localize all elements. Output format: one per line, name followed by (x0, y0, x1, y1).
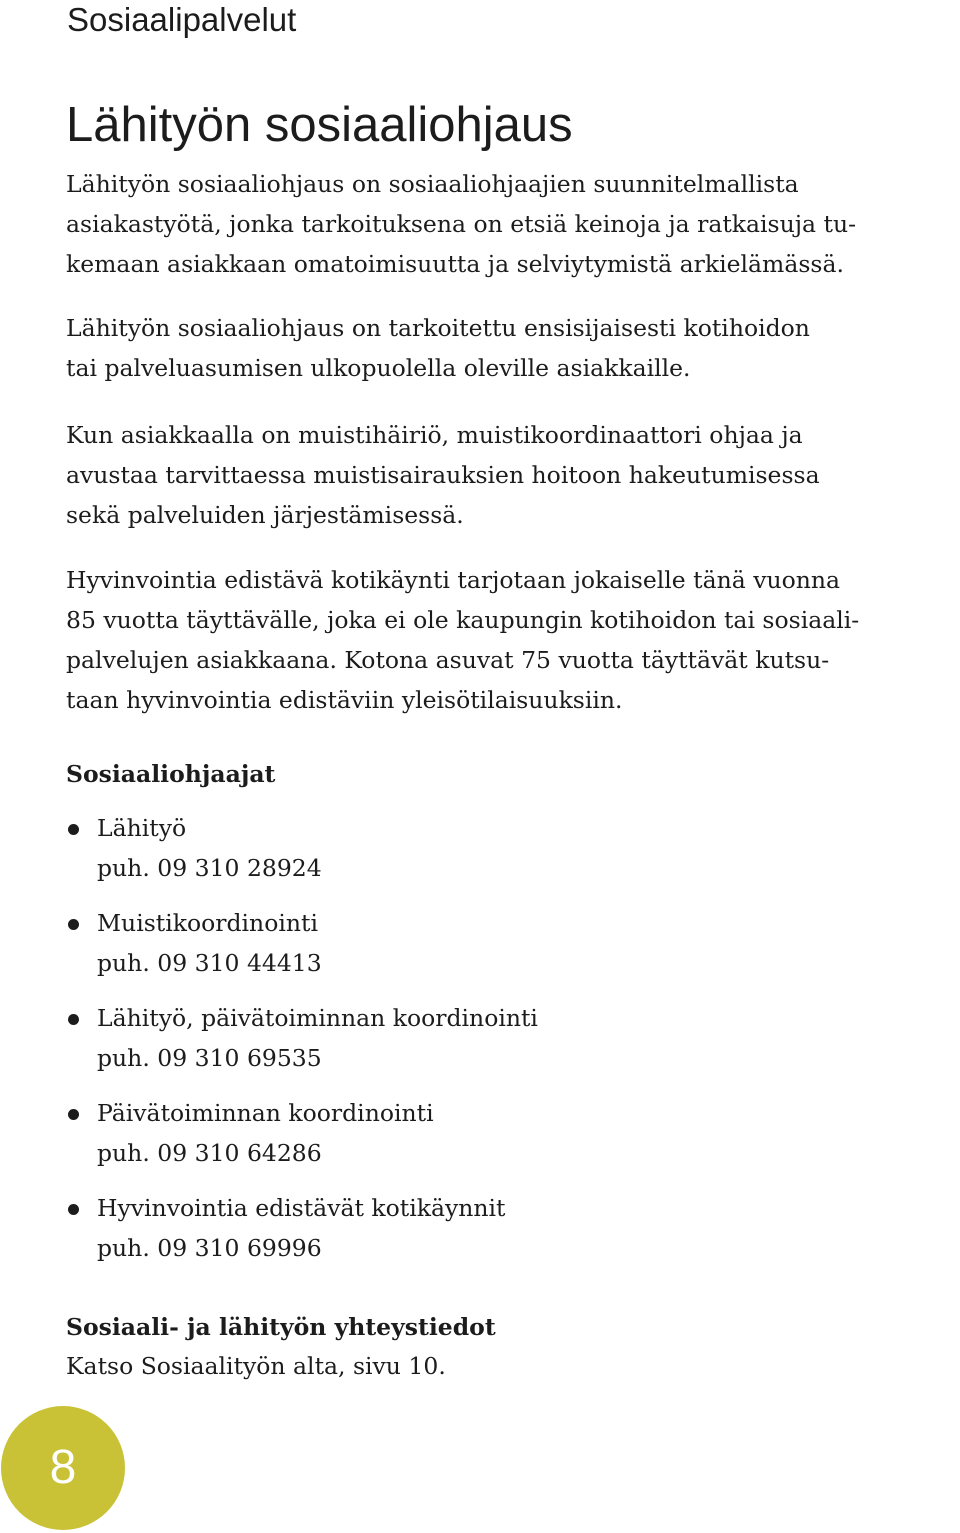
contact-phone[interactable]: puh. 09 310 28924 (97, 854, 322, 882)
page-number-badge (1, 1406, 125, 1530)
contact-phone[interactable]: puh. 09 310 69535 (97, 1044, 322, 1072)
contact-phone[interactable]: puh. 09 310 69996 (97, 1234, 322, 1262)
contact-name: Muistikoordinointi (97, 909, 318, 937)
paragraph-line: Kun asiakkaalla on muistihäiriö, muistikoordinaattori ohjaa ja (66, 421, 803, 449)
memory-coordinator-paragraph (66, 415, 960, 535)
contact-item (66, 903, 538, 998)
paragraph-line: Lähityön sosiaaliohjaus on tarkoitettu ensisijaisesti kotihoidon (66, 314, 810, 342)
wellbeing-visit-paragraph (66, 560, 960, 720)
bullet-icon (68, 1204, 79, 1215)
contact-list (66, 808, 538, 1283)
intro-paragraph (66, 164, 960, 284)
page-title: Lähityön sosiaaliohjaus (66, 98, 573, 152)
section-header: Sosiaalipalvelut (67, 1, 297, 38)
contact-name: Lähityö (97, 814, 187, 842)
contact-name: Päivätoiminnan koordinointi (97, 1099, 434, 1127)
paragraph-line: Lähityön sosiaaliohjaus on sosiaaliohjaajien suunnitelmallista (66, 170, 799, 198)
paragraph-line: asiakastyötä, jonka tarkoituksena on etsiä keinoja ja ratkaisuja tu- (66, 210, 857, 238)
contact-name: Hyvinvointia edistävät kotikäynnit (97, 1194, 506, 1222)
bullet-icon (68, 1109, 79, 1120)
contact-info-reference: Katso Sosiaalityön alta, sivu 10. (66, 1352, 446, 1380)
page-number: 8 (49, 1441, 77, 1494)
target-group-paragraph (66, 308, 960, 388)
contact-phone[interactable]: puh. 09 310 64286 (97, 1139, 322, 1167)
contact-phone[interactable]: puh. 09 310 44413 (97, 949, 322, 977)
paragraph-line: avustaa tarvittaessa muistisairauksien hoitoon hakeutumisessa (66, 461, 820, 489)
contact-item (66, 1188, 538, 1283)
paragraph-line: kemaan asiakkaan omatoimisuutta ja selviytymistä arkielämässä. (66, 250, 844, 278)
bullet-icon (68, 919, 79, 930)
contact-item (66, 1093, 538, 1188)
bullet-icon (68, 824, 79, 835)
contact-item (66, 808, 538, 903)
contact-name: Lähityö, päivätoiminnan koordinointi (97, 1004, 538, 1032)
contacts-heading: Sosiaaliohjaajat (66, 760, 276, 788)
paragraph-line: Hyvinvointia edistävä kotikäynti tarjotaan jokaiselle tänä vuonna (66, 566, 841, 594)
contact-info-heading: Sosiaali- ja lähityön yhteystiedot (66, 1313, 496, 1341)
paragraph-line: sekä palveluiden järjestämisessä. (66, 501, 464, 529)
paragraph-line: 85 vuotta täyttävälle, joka ei ole kaupungin kotihoidon tai sosiaali- (66, 606, 860, 634)
paragraph-line: tai palveluasumisen ulkopuolella oleville asiakkaille. (66, 354, 691, 382)
contact-item (66, 998, 538, 1093)
bullet-icon (68, 1014, 79, 1025)
paragraph-line: taan hyvinvointia edistäviin yleisötilaisuuksiin. (66, 686, 623, 714)
paragraph-line: palvelujen asiakkaana. Kotona asuvat 75 vuotta täyttävät kutsu- (66, 646, 830, 674)
